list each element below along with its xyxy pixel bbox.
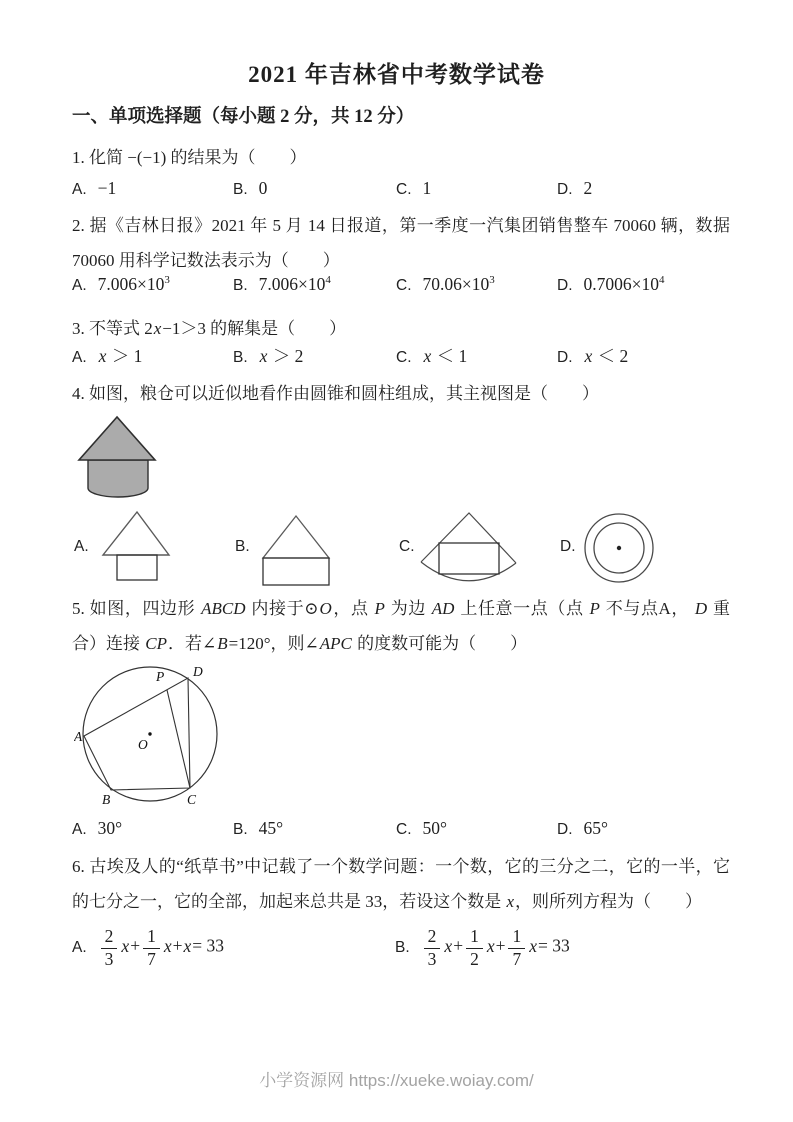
rectangle-outline: [117, 555, 157, 580]
option-label: D.: [557, 181, 573, 198]
q4-option-d-shape: [583, 512, 655, 584]
option-value: $\frac{2}{3}$ x+ $\frac{1}{2}$ x+ $\frac{1}{7}$ x= 33: [421, 927, 570, 969]
option-label: A.: [72, 349, 87, 366]
q3-option-c: [396, 343, 467, 368]
q5-option-c: [396, 818, 447, 839]
option-label: C.: [396, 277, 412, 294]
q2-option-d: [557, 274, 665, 295]
option-value: 45°: [258, 818, 284, 838]
option-value: 0: [258, 178, 268, 198]
quadrilateral-abcd: [84, 678, 190, 790]
option-value: $7.006\times 10^3$: [97, 274, 170, 294]
label-b: B: [102, 792, 111, 807]
page-title: 2021 年吉林省中考数学试卷: [248, 62, 545, 87]
option-label: A.: [72, 181, 87, 198]
option-value: $7.006\times 10^4$: [258, 274, 331, 294]
option-label: A.: [72, 939, 87, 956]
question-5-stem: 5. 如图，四边形 ABCD 内接于⊙O，点 P 为边 AD 上任意一点（点 P 不与点A， D 重合）连接 CP．若∠B=120°，则∠APC 的度数可能为（ ）: [72, 599, 731, 653]
option-value: x ＞ 2: [259, 346, 304, 366]
q5-option-a: [72, 818, 122, 839]
question-2-options: [72, 274, 793, 308]
option-label: B.: [235, 538, 250, 555]
footer-watermark: 小学资源网 https://xueke.woiay.com/: [259, 1071, 534, 1090]
cone-shape: [79, 417, 155, 460]
section-heading: 一、单项选择题（每小题 2 分，共 12 分）: [72, 107, 415, 127]
option-value: x ＜ 2: [584, 346, 629, 366]
q6-option-a: [72, 920, 224, 976]
option-label: B.: [233, 181, 248, 198]
q2-option-a: [72, 274, 170, 295]
label-o: O: [138, 737, 148, 752]
option-label: D.: [557, 349, 573, 366]
option-value: 50°: [422, 818, 447, 838]
option-label: D.: [560, 538, 576, 555]
question-1-stem: 1. 化简 −(−1) 的结果为（ ）: [72, 148, 307, 167]
q1-option-d: [557, 178, 592, 199]
option-label: D.: [557, 821, 573, 838]
q6-option-b: [395, 920, 570, 976]
q1-option-b: [233, 178, 267, 199]
q5-option-d: [557, 818, 608, 839]
label-c: C: [187, 792, 197, 807]
option-label: A.: [74, 538, 89, 555]
option-label: C.: [399, 538, 415, 555]
q3-option-a: [72, 343, 142, 368]
option-label: D.: [557, 277, 573, 294]
inscribed-quadrilateral-figure: [74, 661, 226, 813]
option-label: B.: [233, 349, 248, 366]
q5-option-b: [233, 818, 283, 839]
option-value: 65°: [583, 818, 608, 838]
rectangle-outline: [263, 558, 329, 585]
option-label: B.: [233, 277, 248, 294]
option-value: $70.06\times 10^3$: [422, 274, 495, 294]
question-2-stem: 2. 据《吉林日报》2021 年 5 月 14 日报道，第一季度一汽集团销售整车 70060 辆，数据 70060 用科学记数法表示为（ ）: [72, 216, 730, 270]
question-3-stem: 3. 不等式 2x−1＞3 的解集是（ ）: [72, 319, 347, 338]
option-value: $0.7006\times 10^4$: [583, 274, 665, 294]
option-label: C.: [396, 821, 412, 838]
option-label: B.: [395, 939, 410, 956]
option-value: −1: [97, 178, 117, 198]
option-label: B.: [233, 821, 248, 838]
q4-option-a-shape: [99, 509, 173, 584]
q1-option-a: [72, 178, 116, 199]
q4-option-c-shape: [417, 507, 521, 589]
label-p: P: [156, 669, 165, 684]
option-label: C.: [396, 181, 412, 198]
option-label: A.: [72, 277, 87, 294]
granary-figure: [76, 413, 158, 501]
triangle-outline: [103, 512, 169, 555]
option-value: 30°: [97, 818, 123, 838]
sector-outline: [421, 513, 516, 581]
option-value: 2: [583, 178, 593, 198]
q2-option-c: [396, 274, 495, 295]
question-6-options: [72, 920, 793, 978]
q3-option-d: [557, 343, 628, 368]
option-value: $\frac{2}{3}$ x+ $\frac{1}{7}$ x+x= 33: [98, 927, 224, 969]
question-1-options: [72, 178, 793, 212]
question-5-options: [72, 818, 793, 852]
q1-option-c: [396, 178, 431, 199]
option-value: 1: [422, 178, 432, 198]
center-dot: [148, 732, 151, 735]
rectangle-outline: [439, 543, 499, 574]
option-label: C.: [396, 349, 412, 366]
option-value: x ＞ 1: [98, 346, 143, 366]
question-4-stem: 4. 如图，粮仓可以近似地看作由圆锥和圆柱组成，其主视图是（ ）: [72, 384, 599, 403]
cylinder-shape: [88, 460, 148, 497]
q2-option-b: [233, 274, 331, 295]
option-value: x ＜ 1: [423, 346, 468, 366]
q3-option-b: [233, 343, 303, 368]
label-a: A: [74, 729, 83, 744]
q4-option-b-shape: [259, 511, 333, 588]
segment-cp: [167, 690, 190, 788]
triangle-outline: [263, 516, 329, 558]
question-6-stem: 6. 古埃及人的“纸草书”中记载了一个数学问题：一个数，它的三分之二，它的一半，它的七分之一，它的全部，加起来总共是 33，若设这个数是 x，则所列方程为（ ）: [72, 857, 730, 911]
center-dot: [617, 546, 621, 550]
label-d: D: [193, 664, 203, 679]
option-label: A.: [72, 821, 87, 838]
question-3-options: [72, 343, 793, 377]
